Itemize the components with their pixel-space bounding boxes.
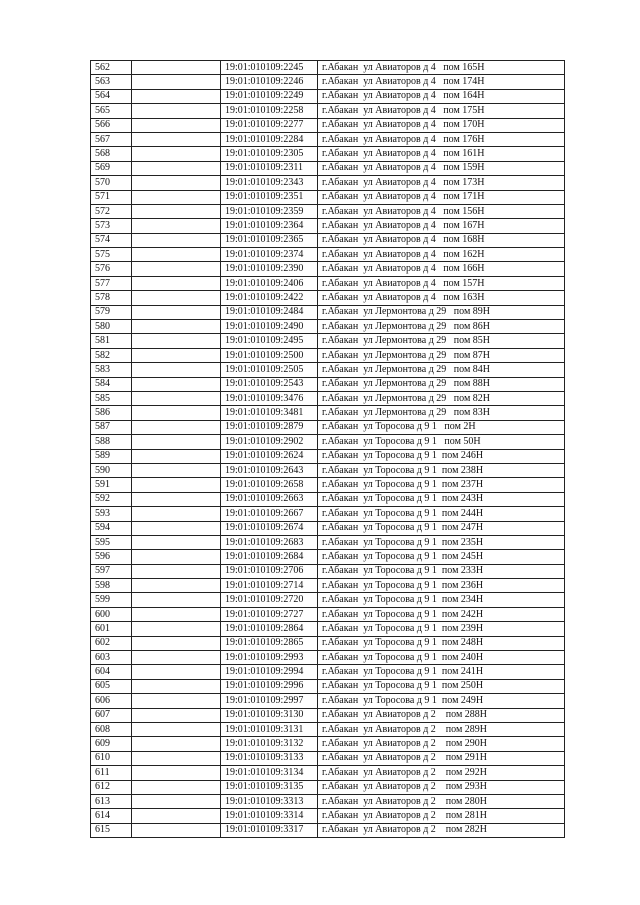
empty-cell bbox=[132, 550, 221, 564]
table-row bbox=[91, 420, 565, 434]
address-cell: г.Абакан ул Торосова д 9 1 пом 50Н bbox=[318, 435, 565, 449]
row-number-cell: 604 bbox=[91, 665, 132, 679]
row-number-cell: 605 bbox=[91, 679, 132, 693]
row-number-cell: 591 bbox=[91, 478, 132, 492]
cadastral-number-cell: 19:01:010109:3476 bbox=[221, 391, 318, 405]
row-number-cell: 597 bbox=[91, 564, 132, 578]
table-row bbox=[91, 276, 565, 290]
row-number-cell: 571 bbox=[91, 190, 132, 204]
table-row bbox=[91, 377, 565, 391]
cadastral-number-cell: 19:01:010109:2643 bbox=[221, 463, 318, 477]
empty-cell bbox=[132, 737, 221, 751]
empty-cell bbox=[132, 593, 221, 607]
address-cell: г.Абакан ул Торосова д 9 1 пом 243Н bbox=[318, 492, 565, 506]
table-row bbox=[91, 89, 565, 103]
cadastral-number-cell: 19:01:010109:2246 bbox=[221, 75, 318, 89]
address-cell: г.Абакан ул Лермонтова д 29 пом 89Н bbox=[318, 305, 565, 319]
row-number-cell: 607 bbox=[91, 708, 132, 722]
row-number-cell: 588 bbox=[91, 435, 132, 449]
address-cell: г.Абакан ул Авиаторов д 2 пом 292Н bbox=[318, 766, 565, 780]
empty-cell bbox=[132, 190, 221, 204]
empty-cell bbox=[132, 291, 221, 305]
empty-cell bbox=[132, 607, 221, 621]
row-number-cell: 567 bbox=[91, 132, 132, 146]
address-cell: г.Абакан ул Авиаторов д 2 пом 288Н bbox=[318, 708, 565, 722]
cadastral-number-cell: 19:01:010109:3131 bbox=[221, 722, 318, 736]
address-cell: г.Абакан ул Торосова д 9 1 пом 239Н bbox=[318, 622, 565, 636]
table-row bbox=[91, 694, 565, 708]
cadastral-number-cell: 19:01:010109:2374 bbox=[221, 248, 318, 262]
cadastral-number-cell: 19:01:010109:2245 bbox=[221, 61, 318, 75]
row-number-cell: 569 bbox=[91, 161, 132, 175]
cadastral-number-cell: 19:01:010109:3135 bbox=[221, 780, 318, 794]
cadastral-number-cell: 19:01:010109:2284 bbox=[221, 132, 318, 146]
cadastral-number-cell: 19:01:010109:2249 bbox=[221, 89, 318, 103]
table-row bbox=[91, 607, 565, 621]
address-cell: г.Абакан ул Торосова д 9 1 пом 237Н bbox=[318, 478, 565, 492]
row-number-cell: 562 bbox=[91, 61, 132, 75]
empty-cell bbox=[132, 694, 221, 708]
cadastral-number-cell: 19:01:010109:3133 bbox=[221, 751, 318, 765]
table-row bbox=[91, 751, 565, 765]
cadastral-number-cell: 19:01:010109:3134 bbox=[221, 766, 318, 780]
address-cell: г.Абакан ул Торосова д 9 1 пом 247Н bbox=[318, 521, 565, 535]
table-row bbox=[91, 348, 565, 362]
table-row bbox=[91, 665, 565, 679]
table-row bbox=[91, 780, 565, 794]
empty-cell bbox=[132, 377, 221, 391]
row-number-cell: 611 bbox=[91, 766, 132, 780]
row-number-cell: 586 bbox=[91, 406, 132, 420]
table-row bbox=[91, 118, 565, 132]
row-number-cell: 595 bbox=[91, 535, 132, 549]
table-row bbox=[91, 233, 565, 247]
empty-cell bbox=[132, 406, 221, 420]
table-row bbox=[91, 190, 565, 204]
table-row bbox=[91, 449, 565, 463]
row-number-cell: 614 bbox=[91, 809, 132, 823]
address-cell: г.Абакан ул Авиаторов д 4 пом 163Н bbox=[318, 291, 565, 305]
empty-cell bbox=[132, 89, 221, 103]
cadastral-number-cell: 19:01:010109:2658 bbox=[221, 478, 318, 492]
empty-cell bbox=[132, 334, 221, 348]
row-number-cell: 563 bbox=[91, 75, 132, 89]
empty-cell bbox=[132, 391, 221, 405]
empty-cell bbox=[132, 132, 221, 146]
empty-cell bbox=[132, 794, 221, 808]
row-number-cell: 593 bbox=[91, 507, 132, 521]
cadastral-number-cell: 19:01:010109:2864 bbox=[221, 622, 318, 636]
empty-cell bbox=[132, 219, 221, 233]
cadastral-number-cell: 19:01:010109:2994 bbox=[221, 665, 318, 679]
address-cell: г.Абакан ул Авиаторов д 2 пом 281Н bbox=[318, 809, 565, 823]
table-row bbox=[91, 75, 565, 89]
cadastral-number-cell: 19:01:010109:2359 bbox=[221, 204, 318, 218]
row-number-cell: 573 bbox=[91, 219, 132, 233]
table-row bbox=[91, 809, 565, 823]
row-number-cell: 585 bbox=[91, 391, 132, 405]
cadastral-number-cell: 19:01:010109:2406 bbox=[221, 276, 318, 290]
address-cell: г.Абакан ул Торосова д 9 1 пом 241Н bbox=[318, 665, 565, 679]
cadastral-number-cell: 19:01:010109:2902 bbox=[221, 435, 318, 449]
address-cell: г.Абакан ул Авиаторов д 4 пом 164Н bbox=[318, 89, 565, 103]
row-number-cell: 615 bbox=[91, 823, 132, 837]
address-cell: г.Абакан ул Лермонтова д 29 пом 82Н bbox=[318, 391, 565, 405]
row-number-cell: 590 bbox=[91, 463, 132, 477]
row-number-cell: 592 bbox=[91, 492, 132, 506]
row-number-cell: 602 bbox=[91, 636, 132, 650]
cadastral-number-cell: 19:01:010109:2422 bbox=[221, 291, 318, 305]
cadastral-number-cell: 19:01:010109:2684 bbox=[221, 550, 318, 564]
cadastral-number-cell: 19:01:010109:2683 bbox=[221, 535, 318, 549]
row-number-cell: 570 bbox=[91, 176, 132, 190]
cadastral-number-cell: 19:01:010109:3132 bbox=[221, 737, 318, 751]
cadastral-number-cell: 19:01:010109:2993 bbox=[221, 651, 318, 665]
empty-cell bbox=[132, 363, 221, 377]
cadastral-number-cell: 19:01:010109:2305 bbox=[221, 147, 318, 161]
cadastral-number-cell: 19:01:010109:3314 bbox=[221, 809, 318, 823]
row-number-cell: 606 bbox=[91, 694, 132, 708]
cadastral-number-cell: 19:01:010109:2500 bbox=[221, 348, 318, 362]
empty-cell bbox=[132, 708, 221, 722]
address-cell: г.Абакан ул Торосова д 9 1 пом 244Н bbox=[318, 507, 565, 521]
table-row bbox=[91, 219, 565, 233]
address-cell: г.Абакан ул Авиаторов д 4 пом 161Н bbox=[318, 147, 565, 161]
row-number-cell: 574 bbox=[91, 233, 132, 247]
cadastral-number-cell: 19:01:010109:2879 bbox=[221, 420, 318, 434]
table-row bbox=[91, 651, 565, 665]
cadastral-number-cell: 19:01:010109:3130 bbox=[221, 708, 318, 722]
table-row bbox=[91, 492, 565, 506]
address-cell: г.Абакан ул Лермонтова д 29 пом 84Н bbox=[318, 363, 565, 377]
empty-cell bbox=[132, 766, 221, 780]
empty-cell bbox=[132, 262, 221, 276]
address-cell: г.Абакан ул Торосова д 9 1 пом 250Н bbox=[318, 679, 565, 693]
cadastral-number-cell: 19:01:010109:2258 bbox=[221, 104, 318, 118]
table-row bbox=[91, 248, 565, 262]
empty-cell bbox=[132, 665, 221, 679]
row-number-cell: 609 bbox=[91, 737, 132, 751]
cadastral-number-cell: 19:01:010109:2674 bbox=[221, 521, 318, 535]
empty-cell bbox=[132, 622, 221, 636]
empty-cell bbox=[132, 651, 221, 665]
table-row bbox=[91, 794, 565, 808]
table-row bbox=[91, 737, 565, 751]
row-number-cell: 599 bbox=[91, 593, 132, 607]
cadastral-number-cell: 19:01:010109:2495 bbox=[221, 334, 318, 348]
table-row bbox=[91, 176, 565, 190]
row-number-cell: 587 bbox=[91, 420, 132, 434]
address-cell: г.Абакан ул Лермонтова д 29 пом 88Н bbox=[318, 377, 565, 391]
empty-cell bbox=[132, 579, 221, 593]
row-number-cell: 613 bbox=[91, 794, 132, 808]
cadastral-number-cell: 19:01:010109:2865 bbox=[221, 636, 318, 650]
table-row bbox=[91, 61, 565, 75]
table-row bbox=[91, 478, 565, 492]
row-number-cell: 583 bbox=[91, 363, 132, 377]
empty-cell bbox=[132, 449, 221, 463]
cadastral-number-cell: 19:01:010109:2663 bbox=[221, 492, 318, 506]
cadastral-number-cell: 19:01:010109:2365 bbox=[221, 233, 318, 247]
empty-cell bbox=[132, 204, 221, 218]
row-number-cell: 596 bbox=[91, 550, 132, 564]
table-row bbox=[91, 679, 565, 693]
cadastral-number-cell: 19:01:010109:2720 bbox=[221, 593, 318, 607]
address-cell: г.Абакан ул Торосова д 9 1 пом 234Н bbox=[318, 593, 565, 607]
table-row bbox=[91, 507, 565, 521]
empty-cell bbox=[132, 535, 221, 549]
cadastral-number-cell: 19:01:010109:2543 bbox=[221, 377, 318, 391]
table-row bbox=[91, 363, 565, 377]
table-row bbox=[91, 147, 565, 161]
cadastral-number-cell: 19:01:010109:2490 bbox=[221, 320, 318, 334]
table-row bbox=[91, 104, 565, 118]
empty-cell bbox=[132, 507, 221, 521]
address-cell: г.Абакан ул Торосова д 9 1 пом 2Н bbox=[318, 420, 565, 434]
table-row bbox=[91, 132, 565, 146]
row-number-cell: 580 bbox=[91, 320, 132, 334]
cadastral-number-cell: 19:01:010109:2667 bbox=[221, 507, 318, 521]
cadastral-number-cell: 19:01:010109:2996 bbox=[221, 679, 318, 693]
row-number-cell: 577 bbox=[91, 276, 132, 290]
empty-cell bbox=[132, 435, 221, 449]
empty-cell bbox=[132, 75, 221, 89]
row-number-cell: 594 bbox=[91, 521, 132, 535]
empty-cell bbox=[132, 722, 221, 736]
table-row bbox=[91, 320, 565, 334]
empty-cell bbox=[132, 780, 221, 794]
empty-cell bbox=[132, 478, 221, 492]
row-number-cell: 579 bbox=[91, 305, 132, 319]
address-cell: г.Абакан ул Авиаторов д 2 пом 293Н bbox=[318, 780, 565, 794]
empty-cell bbox=[132, 564, 221, 578]
address-cell: г.Абакан ул Авиаторов д 2 пом 291Н bbox=[318, 751, 565, 765]
address-cell: г.Абакан ул Авиаторов д 4 пом 167Н bbox=[318, 219, 565, 233]
table-row bbox=[91, 262, 565, 276]
empty-cell bbox=[132, 492, 221, 506]
table-row bbox=[91, 435, 565, 449]
address-cell: г.Абакан ул Торосова д 9 1 пом 240Н bbox=[318, 651, 565, 665]
address-cell: г.Абакан ул Авиаторов д 4 пом 162Н bbox=[318, 248, 565, 262]
cadastral-number-cell: 19:01:010109:2714 bbox=[221, 579, 318, 593]
cadastral-number-cell: 19:01:010109:2277 bbox=[221, 118, 318, 132]
table-row bbox=[91, 406, 565, 420]
cadastral-number-cell: 19:01:010109:2706 bbox=[221, 564, 318, 578]
cadastral-number-cell: 19:01:010109:2727 bbox=[221, 607, 318, 621]
row-number-cell: 610 bbox=[91, 751, 132, 765]
table-row bbox=[91, 334, 565, 348]
property-registry-table bbox=[90, 60, 565, 838]
row-number-cell: 600 bbox=[91, 607, 132, 621]
address-cell: г.Абакан ул Авиаторов д 4 пом 173Н bbox=[318, 176, 565, 190]
row-number-cell: 576 bbox=[91, 262, 132, 276]
address-cell: г.Абакан ул Лермонтова д 29 пом 83Н bbox=[318, 406, 565, 420]
cadastral-number-cell: 19:01:010109:3313 bbox=[221, 794, 318, 808]
address-cell: г.Абакан ул Авиаторов д 4 пом 157Н bbox=[318, 276, 565, 290]
empty-cell bbox=[132, 248, 221, 262]
row-number-cell: 584 bbox=[91, 377, 132, 391]
cadastral-number-cell: 19:01:010109:2390 bbox=[221, 262, 318, 276]
address-cell: г.Абакан ул Торосова д 9 1 пом 238Н bbox=[318, 463, 565, 477]
row-number-cell: 589 bbox=[91, 449, 132, 463]
row-number-cell: 575 bbox=[91, 248, 132, 262]
table-row bbox=[91, 622, 565, 636]
registry-table-body bbox=[91, 61, 565, 838]
cadastral-number-cell: 19:01:010109:2624 bbox=[221, 449, 318, 463]
empty-cell bbox=[132, 276, 221, 290]
cadastral-number-cell: 19:01:010109:2484 bbox=[221, 305, 318, 319]
address-cell: г.Абакан ул Торосова д 9 1 пом 248Н bbox=[318, 636, 565, 650]
table-row bbox=[91, 766, 565, 780]
empty-cell bbox=[132, 679, 221, 693]
table-row bbox=[91, 291, 565, 305]
empty-cell bbox=[132, 104, 221, 118]
table-row bbox=[91, 550, 565, 564]
address-cell: г.Абакан ул Авиаторов д 4 пом 159Н bbox=[318, 161, 565, 175]
empty-cell bbox=[132, 320, 221, 334]
address-cell: г.Абакан ул Авиаторов д 2 пом 282Н bbox=[318, 823, 565, 837]
empty-cell bbox=[132, 348, 221, 362]
table-row bbox=[91, 636, 565, 650]
empty-cell bbox=[132, 636, 221, 650]
empty-cell bbox=[132, 809, 221, 823]
empty-cell bbox=[132, 420, 221, 434]
empty-cell bbox=[132, 521, 221, 535]
empty-cell bbox=[132, 147, 221, 161]
address-cell: г.Абакан ул Авиаторов д 4 пом 168Н bbox=[318, 233, 565, 247]
table-row bbox=[91, 823, 565, 837]
table-row bbox=[91, 593, 565, 607]
cadastral-number-cell: 19:01:010109:2997 bbox=[221, 694, 318, 708]
address-cell: г.Абакан ул Торосова д 9 1 пом 242Н bbox=[318, 607, 565, 621]
row-number-cell: 578 bbox=[91, 291, 132, 305]
address-cell: г.Абакан ул Авиаторов д 4 пом 174Н bbox=[318, 75, 565, 89]
address-cell: г.Абакан ул Авиаторов д 4 пом 171Н bbox=[318, 190, 565, 204]
table-row bbox=[91, 722, 565, 736]
table-row bbox=[91, 204, 565, 218]
address-cell: г.Абакан ул Авиаторов д 4 пом 170Н bbox=[318, 118, 565, 132]
row-number-cell: 565 bbox=[91, 104, 132, 118]
address-cell: г.Абакан ул Авиаторов д 2 пом 289Н bbox=[318, 722, 565, 736]
address-cell: г.Абакан ул Авиаторов д 4 пом 165Н bbox=[318, 61, 565, 75]
cadastral-number-cell: 19:01:010109:3481 bbox=[221, 406, 318, 420]
table-row bbox=[91, 564, 565, 578]
empty-cell bbox=[132, 823, 221, 837]
address-cell: г.Абакан ул Лермонтова д 29 пом 85Н bbox=[318, 334, 565, 348]
row-number-cell: 564 bbox=[91, 89, 132, 103]
empty-cell bbox=[132, 176, 221, 190]
empty-cell bbox=[132, 751, 221, 765]
row-number-cell: 572 bbox=[91, 204, 132, 218]
address-cell: г.Абакан ул Авиаторов д 2 пом 280Н bbox=[318, 794, 565, 808]
empty-cell bbox=[132, 463, 221, 477]
row-number-cell: 581 bbox=[91, 334, 132, 348]
address-cell: г.Абакан ул Торосова д 9 1 пом 235Н bbox=[318, 535, 565, 549]
address-cell: г.Абакан ул Авиаторов д 2 пом 290Н bbox=[318, 737, 565, 751]
address-cell: г.Абакан ул Авиаторов д 4 пом 176Н bbox=[318, 132, 565, 146]
empty-cell bbox=[132, 61, 221, 75]
row-number-cell: 608 bbox=[91, 722, 132, 736]
cadastral-number-cell: 19:01:010109:2311 bbox=[221, 161, 318, 175]
address-cell: г.Абакан ул Торосова д 9 1 пом 246Н bbox=[318, 449, 565, 463]
address-cell: г.Абакан ул Торосова д 9 1 пом 236Н bbox=[318, 579, 565, 593]
address-cell: г.Абакан ул Торосова д 9 1 пом 233Н bbox=[318, 564, 565, 578]
address-cell: г.Абакан ул Торосова д 9 1 пом 245Н bbox=[318, 550, 565, 564]
table-row bbox=[91, 391, 565, 405]
row-number-cell: 568 bbox=[91, 147, 132, 161]
address-cell: г.Абакан ул Торосова д 9 1 пом 249Н bbox=[318, 694, 565, 708]
empty-cell bbox=[132, 118, 221, 132]
table-row bbox=[91, 521, 565, 535]
table-row bbox=[91, 708, 565, 722]
row-number-cell: 612 bbox=[91, 780, 132, 794]
cadastral-number-cell: 19:01:010109:2343 bbox=[221, 176, 318, 190]
row-number-cell: 603 bbox=[91, 651, 132, 665]
address-cell: г.Абакан ул Авиаторов д 4 пом 166Н bbox=[318, 262, 565, 276]
empty-cell bbox=[132, 233, 221, 247]
cadastral-number-cell: 19:01:010109:2364 bbox=[221, 219, 318, 233]
table-row bbox=[91, 535, 565, 549]
row-number-cell: 598 bbox=[91, 579, 132, 593]
table-row bbox=[91, 161, 565, 175]
empty-cell bbox=[132, 161, 221, 175]
empty-cell bbox=[132, 305, 221, 319]
address-cell: г.Абакан ул Авиаторов д 4 пом 156Н bbox=[318, 204, 565, 218]
table-row bbox=[91, 305, 565, 319]
table-row bbox=[91, 579, 565, 593]
cadastral-number-cell: 19:01:010109:2505 bbox=[221, 363, 318, 377]
cadastral-number-cell: 19:01:010109:2351 bbox=[221, 190, 318, 204]
row-number-cell: 601 bbox=[91, 622, 132, 636]
row-number-cell: 582 bbox=[91, 348, 132, 362]
address-cell: г.Абакан ул Лермонтова д 29 пом 86Н bbox=[318, 320, 565, 334]
row-number-cell: 566 bbox=[91, 118, 132, 132]
address-cell: г.Абакан ул Лермонтова д 29 пом 87Н bbox=[318, 348, 565, 362]
cadastral-number-cell: 19:01:010109:3317 bbox=[221, 823, 318, 837]
address-cell: г.Абакан ул Авиаторов д 4 пом 175Н bbox=[318, 104, 565, 118]
table-row bbox=[91, 463, 565, 477]
